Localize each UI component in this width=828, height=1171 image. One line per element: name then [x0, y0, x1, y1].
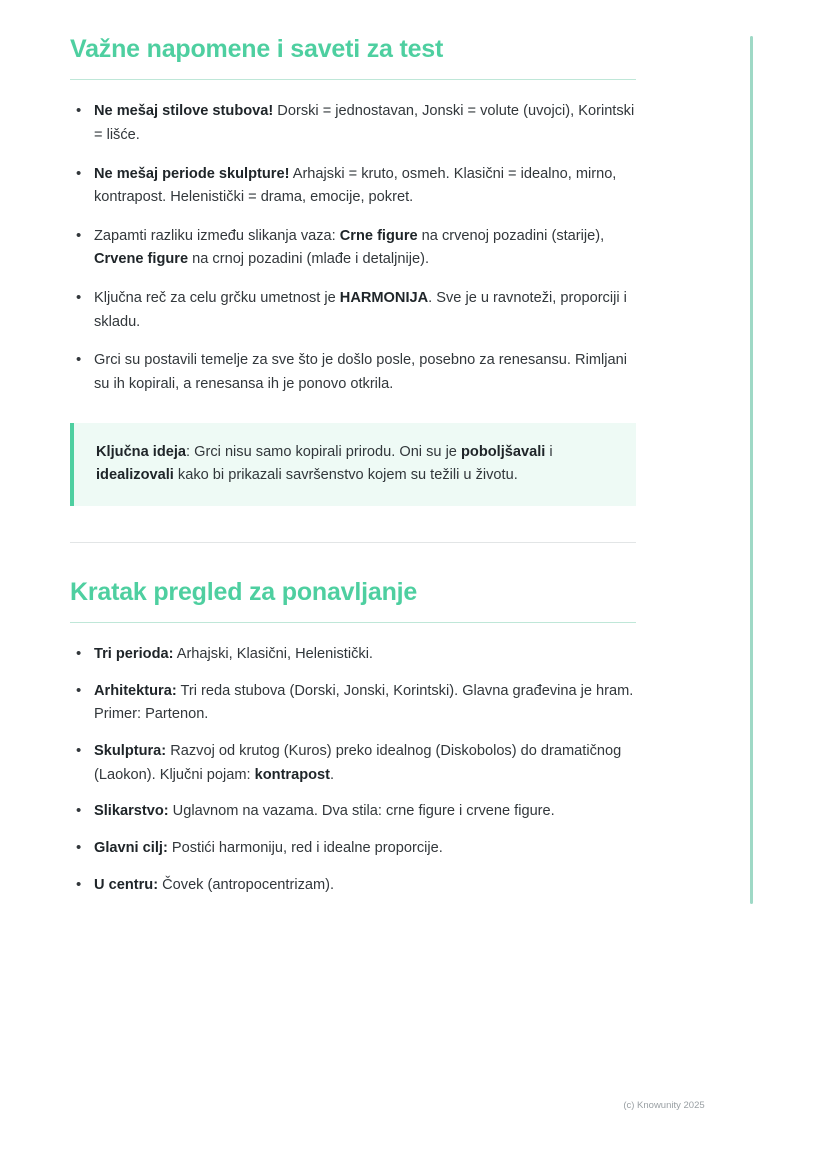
list-item: [70, 100, 636, 147]
emphasis-text: idealizovali: [96, 467, 174, 484]
section-important-notes: [70, 34, 636, 506]
emphasis-text: Tri perioda:: [94, 646, 174, 663]
body-text: Arhajski = kruto, osmeh. Klasični = idealno, mirno, kontrapost. Helenistički = drama, emocije, pokret.: [94, 165, 617, 206]
list-item: [70, 874, 636, 898]
body-text: Tri reda stubova (Dorski, Jonski, Korintski). Glavna građevina je hram. Primer: Partenon.: [94, 682, 634, 723]
body-text: : Grci nisu samo kopirali prirodu. Oni su je: [186, 443, 461, 460]
emphasis-text: Arhitektura:: [94, 682, 177, 699]
list-item: [70, 740, 636, 787]
body-text: Dorski = jednostavan, Jonski = volute (uvojci), Korintski = lišće.: [94, 103, 635, 143]
key-idea-callout: [70, 423, 636, 506]
body-text: i: [545, 443, 553, 460]
body-text: Postići harmoniju, red i idealne proporcije.: [167, 840, 443, 857]
emphasis-text: Skulptura:: [94, 743, 167, 760]
body-text: .: [330, 766, 335, 783]
section-title: Važne napomene i saveti za test: [70, 35, 444, 63]
body-text: Zapamti razliku između slikanja vaza:: [94, 227, 340, 244]
emphasis-text: Crvene figure: [94, 251, 189, 268]
emphasis-text: Ne mešaj periode skulpture!: [94, 165, 290, 182]
title-underline: [70, 622, 636, 623]
list-item: [70, 837, 636, 861]
bullet-list: [70, 643, 636, 897]
list-item: [70, 800, 636, 824]
emphasis-text: U centru:: [94, 876, 159, 893]
list-item: [70, 680, 636, 727]
emphasis-text: Glavni cilj:: [94, 840, 168, 857]
emphasis-text: Crne figure: [339, 227, 418, 244]
body-text: Ključna reč za celu grčku umetnost je: [94, 290, 340, 307]
page-footer: [0, 1100, 828, 1111]
section-title: Kratak pregled za ponavljanje: [70, 577, 418, 606]
section-quick-review: [70, 577, 636, 897]
body-text: Čovek (antropocentrizam).: [158, 876, 335, 893]
body-text: na crnoj pozadini (mlađe i detaljnije).: [188, 251, 430, 268]
title-underline: [70, 79, 636, 80]
emphasis-text: Ključna ideja: [96, 443, 187, 460]
page-accent-rule: [750, 36, 753, 904]
emphasis-text: kontrapost: [254, 766, 331, 783]
emphasis-text: poboljšavali: [460, 443, 546, 460]
document-content: [70, 34, 636, 910]
body-text: . Sve je u ravnoteži, proporciji i skladu.: [94, 290, 627, 330]
list-item: [70, 163, 636, 210]
copyright-text: (c) Knowunity 2025: [623, 1100, 705, 1111]
emphasis-text: Ne mešaj stilove stubova!: [94, 103, 274, 120]
list-item: [70, 287, 636, 334]
emphasis-text: Slikarstvo:: [94, 803, 169, 820]
list-item: [70, 643, 636, 667]
section-divider: [70, 542, 636, 543]
body-text: Razvoj od krutog (Kuros) preko idealnog (Diskobolos) do dramatičnog (Laokon). Ključni pojam:: [94, 743, 622, 783]
body-text: Arhajski, Klasični, Helenistički.: [173, 646, 373, 663]
emphasis-text: HARMONIJA: [339, 290, 429, 307]
body-text: Grci su postavili temelje za sve što je došlo posle, posebno za renesansu. Rimljani su ih kopirali, a renesansa ih je ponovo otkrila.: [94, 352, 627, 393]
bullet-list: [70, 100, 636, 396]
list-item: [70, 349, 636, 396]
body-text: kako bi prikazali savršenstvo kojem su težili u životu.: [173, 467, 518, 484]
list-item: [70, 225, 636, 272]
body-text: Uglavnom na vazama. Dva stila: crne figure i crvene figure.: [168, 803, 555, 820]
body-text: na crvenoj pozadini (starije),: [417, 227, 605, 244]
